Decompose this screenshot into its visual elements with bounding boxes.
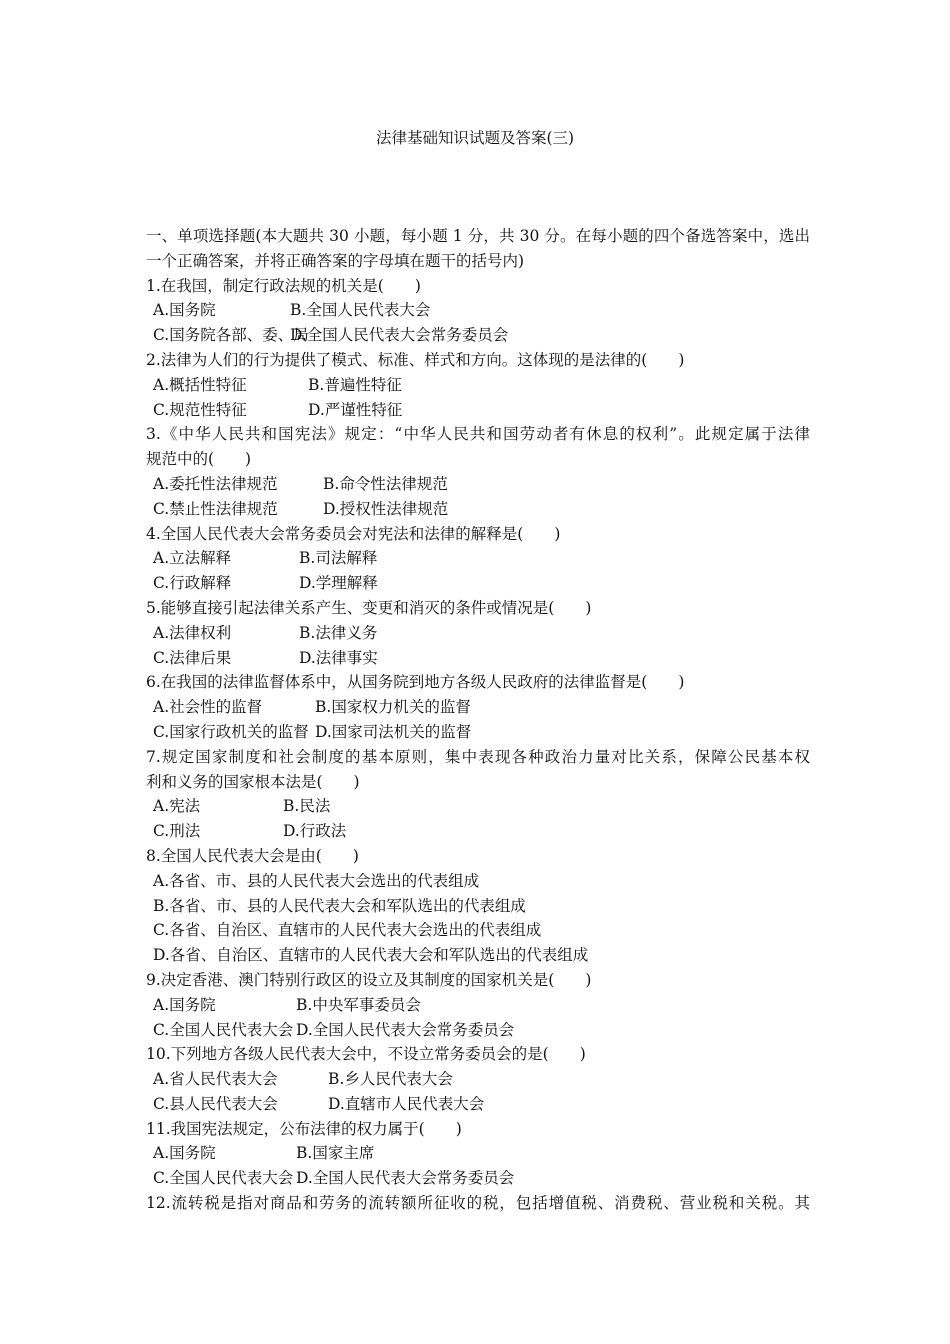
option-row xyxy=(146,621,810,646)
option-row xyxy=(146,894,810,919)
answer-option: A.委托性法律规范 xyxy=(153,474,278,493)
answer-option: D.行政法 xyxy=(283,822,347,841)
question-item xyxy=(146,1042,810,1116)
answer-option: B.司法解释 xyxy=(299,549,378,568)
answer-option: D.全国人民代表大会常务委员会 xyxy=(296,1020,515,1039)
option-row xyxy=(146,571,810,596)
answer-option: C.禁止性法律规范 xyxy=(153,499,278,518)
option-row xyxy=(146,869,810,894)
answer-option: A.国务院 xyxy=(153,995,216,1014)
answer-option: B.国家权力机关的监督 xyxy=(315,698,471,717)
answer-option: B.法律义务 xyxy=(299,623,378,642)
question-item xyxy=(146,1117,810,1191)
answer-option: D.学理解释 xyxy=(299,574,378,593)
answer-option: C.规范性特征 xyxy=(153,400,247,419)
question-item xyxy=(146,422,810,521)
section-heading-line-1: 一、单项选择题(本大题共 30 小题，每小题 1 分，共 30 分。在每小题的四个备选答案中，选出 xyxy=(146,227,810,245)
question-item xyxy=(146,1191,810,1216)
option-row xyxy=(146,720,810,745)
answer-option: B.各省、市、县的人民代表大会和军队选出的代表组成 xyxy=(153,896,526,915)
answer-option: C.全国人民代表大会 xyxy=(153,1020,294,1039)
option-row xyxy=(146,993,810,1018)
option-row xyxy=(146,1067,810,1092)
answer-option: C.国家行政机关的监督 xyxy=(153,722,309,741)
option-row xyxy=(146,646,810,671)
question-item xyxy=(146,274,810,348)
answer-option: B.民法 xyxy=(283,797,331,816)
section-heading-line-2: 一个正确答案，并将正确答案的字母填在题干的括号内) xyxy=(146,251,525,270)
question-stem: 利和义务的国家根本法是( ) xyxy=(146,772,360,791)
option-row xyxy=(146,1141,810,1166)
question-stem: 3.《中华人民共和国宪法》规定：“中华人民共和国劳动者有休息的权利”。此规定属于法律 xyxy=(146,425,810,444)
answer-option: C.行政解释 xyxy=(153,574,232,593)
option-row xyxy=(146,497,810,522)
answer-option: D.各省、自治区、直辖市的人民代表大会和军队选出的代表组成 xyxy=(153,946,589,965)
question-item xyxy=(146,968,810,1042)
answer-option: B.全国人民代表大会 xyxy=(290,301,431,320)
answer-option: A.社会性的监督 xyxy=(153,698,263,717)
document-title: 法律基础知识试题及答案(三) xyxy=(375,129,575,147)
answer-option: B.乡人民代表大会 xyxy=(328,1070,453,1089)
option-row xyxy=(146,695,810,720)
answer-option: A.宪法 xyxy=(153,797,201,816)
question-stem: 2.法律为人们的行为提供了模式、标准、样式和方向。这体现的是法律的( ) xyxy=(146,350,685,369)
question-item xyxy=(146,670,810,744)
answer-option: D.法律事实 xyxy=(299,648,378,667)
answer-option: D.直辖市人民代表大会 xyxy=(328,1094,485,1113)
question-stem: 10.下列地方各级人民代表大会中，不设立常务委员会的是( ) xyxy=(146,1045,586,1064)
answer-option: A.省人民代表大会 xyxy=(153,1070,278,1089)
option-row xyxy=(146,794,810,819)
answer-option: A.立法解释 xyxy=(153,549,232,568)
option-row xyxy=(146,373,810,398)
question-stem: 1.在我国，制定行政法规的机关是( ) xyxy=(146,276,421,295)
question-stem: 7.规定国家制度和社会制度的基本原则，集中表现各种政治力量对比关系，保障公民基本权 xyxy=(146,747,810,766)
question-list xyxy=(146,274,810,1216)
question-stem: 6.在我国的法律监督体系中，从国务院到地方各级人民政府的法律监督是( ) xyxy=(146,673,685,692)
answer-option: C.全国人民代表大会 xyxy=(153,1169,294,1188)
question-stem: 8.全国人民代表大会是由( ) xyxy=(146,846,359,865)
answer-option: A.国务院 xyxy=(153,1144,216,1163)
question-stem: 9.决定香港、澳门特别行政区的设立及其制度的国家机关是( ) xyxy=(146,970,592,989)
answer-option: A.概括性特征 xyxy=(153,375,247,394)
option-row xyxy=(146,546,810,571)
option-row xyxy=(146,918,810,943)
option-row xyxy=(146,298,810,323)
answer-option: D.全国人民代表大会常务委员会 xyxy=(296,1169,515,1188)
option-row xyxy=(146,1166,810,1191)
option-row xyxy=(146,323,810,348)
question-item xyxy=(146,844,810,968)
question-item xyxy=(146,522,810,596)
question-stem: 规范中的( ) xyxy=(146,450,252,469)
answer-option: B.命令性法律规范 xyxy=(323,474,448,493)
question-stem: 5.能够直接引起法律关系产生、变更和消灭的条件或情况是( ) xyxy=(146,598,592,617)
option-row xyxy=(146,943,810,968)
answer-option: B.中央军事委员会 xyxy=(296,995,421,1014)
answer-option: C.法律后果 xyxy=(153,648,232,667)
answer-option: D.全国人民代表大会常务委员会 xyxy=(290,326,509,345)
answer-option: B.普遍性特征 xyxy=(308,375,402,394)
question-stem: 12.流转税是指对商品和劳务的流转额所征收的税，包括增值税、消费税、营业税和关税。其 xyxy=(146,1194,810,1213)
option-row xyxy=(146,1092,810,1117)
answer-option: A.各省、市、县的人民代表大会选出的代表组成 xyxy=(153,871,480,890)
answer-option: C.刑法 xyxy=(153,822,201,841)
option-row xyxy=(146,398,810,423)
option-row xyxy=(146,472,810,497)
answer-option: C.国务院各部、委、局 xyxy=(153,326,309,345)
question-item xyxy=(146,745,810,844)
answer-option: A.法律权利 xyxy=(153,623,232,642)
answer-option: A.国务院 xyxy=(153,301,216,320)
question-item xyxy=(146,596,810,670)
answer-option: D.国家司法机关的监督 xyxy=(315,722,472,741)
answer-option: D.严谨性特征 xyxy=(308,400,403,419)
answer-option: C.各省、自治区、直辖市的人民代表大会选出的代表组成 xyxy=(153,921,542,940)
answer-option: D.授权性法律规范 xyxy=(323,499,449,518)
answer-option: B.国家主席 xyxy=(296,1144,375,1163)
question-stem: 4.全国人民代表大会常务委员会对宪法和法律的解释是( ) xyxy=(146,524,561,543)
answer-option: C.县人民代表大会 xyxy=(153,1094,278,1113)
document-body xyxy=(146,224,810,1216)
option-row xyxy=(146,819,810,844)
question-stem: 11.我国宪法规定，公布法律的权力属于( ) xyxy=(146,1119,462,1138)
question-item xyxy=(146,348,810,422)
option-row xyxy=(146,1018,810,1043)
